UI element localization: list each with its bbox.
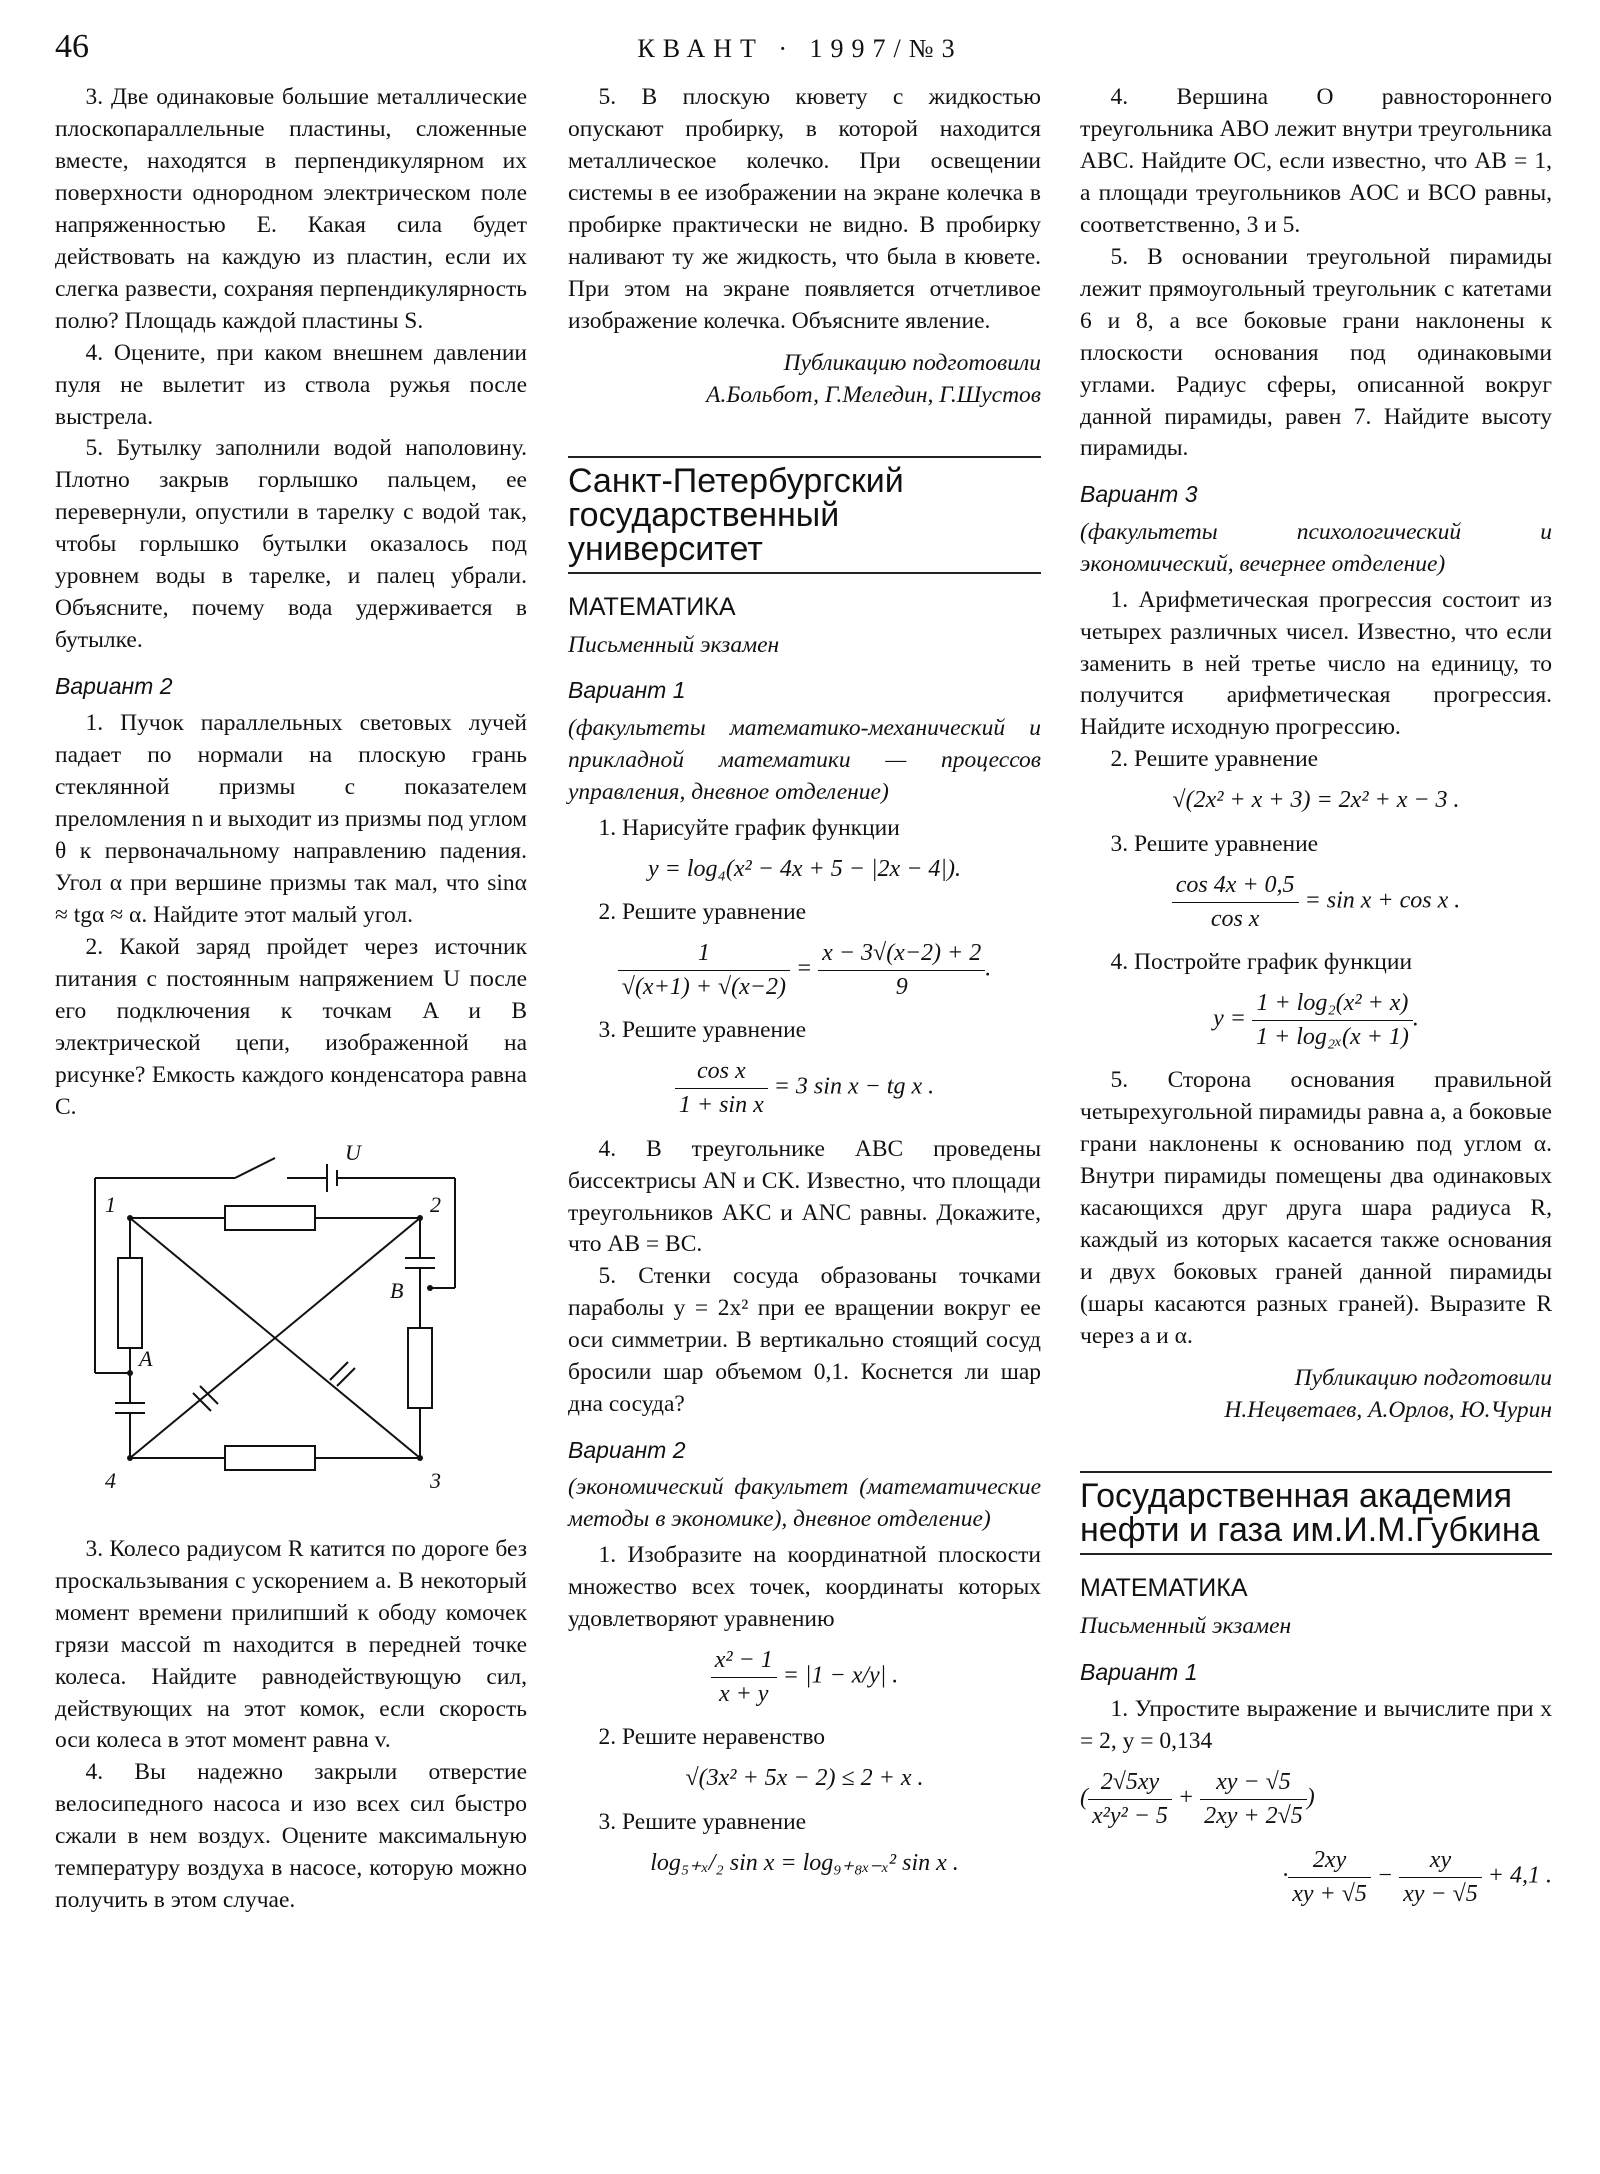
faculty-note: (экономический факультет (математические методы в экономике), дневное отделение) [568,1474,1041,1533]
node [417,1455,423,1461]
credits-authors: А.Больбот, Г.Меледин, Г.Шустов [706,381,1041,408]
problem-v3-3: 3. Решите уравнение [1110,830,1319,857]
variant-heading: Вариант 3 [1080,481,1198,508]
node [127,1370,133,1376]
column-2 [568,82,1041,1892]
problem-v1-3: 3. Решите уравнение [598,1017,807,1044]
fraction-denominator: √(x+1) + √(x−2) [621,973,786,1000]
variant-heading: Вариант 1 [568,677,686,704]
node [427,1285,433,1291]
faculty-note: (факультеты математико-механический и прикладной математики — процессов управления, дневное отделение) [568,714,1041,805]
label-2: 2 [430,1191,441,1217]
fraction-denominator: 9 [895,973,908,1000]
fraction-denominator: 1 + log₂ₓ(x + 1) [1256,1023,1409,1050]
problem-1-3: 3. Две одинаковые большие металлические плоскопараллельные пластины, сложенные вместе, находятся в перпендикулярном их поверхности однородном электрическом поле напряженностью E. Какая сила будет действовать на каждую из пластин, если их слегка развести, сохраняя перпендикулярность полю? Площадь каждой пластины S. [55,84,527,334]
subject-heading: МАТЕМАТИКА [568,592,736,621]
resistor [118,1258,142,1348]
credits-intro: Публикацию подготовили [1294,1364,1552,1391]
problem-v3-2: 2. Решите уравнение [1110,746,1319,773]
problem-4: 4. Вершина O равностороннего треугольника ABO лежит внутри треугольника ABC. Найдите OC, если известно, что AB = 1, а площади треугольников AOC и BCO равны, соответственно, 3 и 5. [1080,84,1552,238]
formula-rhs: = 3 sin x − tg x . [773,1073,935,1100]
variant-heading: Вариант 2 [568,1437,686,1464]
credits-authors: Н.Нецветаев, А.Орлов, Ю.Чурин [1224,1396,1552,1423]
page-number: 46 [55,28,89,65]
label-U: U [345,1139,361,1165]
problem-2-2: 2. Какой заряд пройдет через источник питания с постоянным напряжением U после его подключения к точкам A и B электрической цепи, изображенной на рисунке? Емкость каждого конденсатора равна C. [55,934,527,1120]
problem-v1-1: 1. Нарисуйте график функции [598,814,900,841]
problem-2-1: 1. Пучок параллельных световых лучей падает по нормали на плоскую грань стеклянной призмы с показателем преломления n и выходит из призмы под углом θ к первоначальному направлению падения. Угол α при вершине призмы так мал, что sinα ≈ tgα ≈ α. Найдите этот малый угол. [55,710,527,929]
formula-v2-2: √(3x² + 5x − 2) ≤ 2 + x . [685,1765,924,1792]
formula-rhs: = |1 − x/y| . [782,1662,899,1689]
problem-v3-1: 1. Арифметическая прогрессия состоит из четырех различных чисел. Известно, что если заменить в ней третье число на единицу, то получится арифметическая прогрессия. Найдите исходную прогрессию. [1080,586,1552,741]
formula-v3-3 [1080,869,1552,935]
node [127,1215,133,1221]
running-head: КВАНТ · 1997/№3 [637,34,963,63]
node [127,1455,133,1461]
problem-v1-2: 2. Решите уравнение [598,899,807,926]
fraction-numerator: cos 4x + 0,5 [1172,869,1299,903]
fraction-denominator: xy − √5 [1403,1880,1478,1907]
resistor [225,1206,315,1230]
column-1 [55,82,527,1917]
fraction-denominator: 2xy + 2√5 [1204,1802,1303,1829]
fraction-numerator: xy [1399,1844,1482,1878]
formula-v1-3 [568,1055,1041,1121]
label-3: 3 [430,1467,441,1493]
fraction-numerator: 1 + log₂(x² + x) [1252,987,1413,1021]
subject-heading: МАТЕМАТИКА [1080,1573,1248,1602]
formula-lhs: y = [1213,1005,1246,1032]
exam-type: Письменный экзамен [1080,1612,1292,1639]
fraction-numerator: cos x [675,1055,768,1089]
problem-v2-2: 2. Решите неравенство [598,1724,826,1751]
section-heading: Государственная академия нефти и газа им.И.М.Губкина [1080,1471,1552,1555]
formula-v1-1: y = log₄(x² − 4x + 5 − |2x − 4|). [648,855,961,882]
problem-5: 5. В плоскую кювету с жидкостью опускают пробирку, в которой находится металлическое колечко. При освещении системы в ее изображении на экране колечка в пробирке практически не видно. В пробирку наливают ту же жидкость, что была в кювете. При этом на экране появляется отчетливое изображение колечка. Объясните явление. [568,84,1041,334]
label-A: A [139,1345,153,1371]
formula-v2-1 [568,1644,1041,1710]
formula-tail: + 4,1 . [1487,1862,1552,1889]
problem-g1-1: 1. Упростите выражение и вычислите при x = 2, y = 0,134 [1080,1696,1552,1755]
column-3 [1080,82,1552,1922]
exam-type: Письменный экзамен [568,631,780,658]
fraction-denominator: x + y [718,1680,769,1707]
problem-1-5: 5. Бутылку заполнили водой наполовину. Плотно закрыв горлышко пальцем, ее перевернули, опустили в тарелку с водой так, чтобы горлышко бутылки оказалось под уровнем воды в тарелке, и палец убрали. Объясните, почему вода удерживается в бутылке. [55,435,527,654]
variant-heading: Вариант 1 [1080,1658,1198,1685]
formula-g1-1: ( $\frac{2√5xy}{\text{x²y² − 5}}$ + $\frac{xy - √5}{2xy + 2√5}$ ) [1080,1766,1552,1832]
formula-rhs: = sin x + cos x . [1304,887,1461,914]
problem-2-4: 4. Вы надежно закрыли отверстие велосипедного насоса и изо всех сил быстро сжали в нем воздух. Оцените максимальную температуру воздуха в насосе, которую можно получить в этом случае. [55,1759,527,1914]
fraction-numerator: 2√5xy [1088,1766,1172,1800]
fraction-numerator: x² − 1 [711,1644,777,1678]
formula-v3-2: √(2x² + x + 3) = 2x² + x − 3 . [1172,787,1460,814]
section-heading: Санкт-Петербургский государственный университет [568,456,1041,574]
fraction-denominator: xy + √5 [1292,1880,1367,1907]
fraction-numerator: 2xy [1288,1844,1371,1878]
fraction-numerator: xy − √5 [1200,1766,1307,1800]
resistor [408,1328,432,1408]
label-4: 4 [105,1467,116,1493]
formula-v3-4: y = $\frac{\text{1 + log₂(x² + x)}}{\text{1 + log₂ₓ(x + 1)}}$ . [1080,987,1552,1053]
fraction-numerator: 1 [618,937,790,971]
faculty-note: (факультеты психологический и экономический, вечернее отделение) [1080,518,1552,577]
problem-v2-3: 3. Решите уравнение [598,1809,807,1836]
label-1: 1 [105,1191,116,1217]
formula-v2-3: log₅₊ₓ/₂ sin x = log₉₊₈ₓ₋ₓ² sin x . [650,1849,959,1876]
formula-g1-2: · $\frac{2xy}{xy + √5}$ − $\frac{xy}{xy - √5}$ + 4,1 . [1080,1844,1552,1910]
node [417,1215,423,1221]
problem-v2-1: 1. Изобразите на координатной плоскости множество всех точек, координаты которых удовлетворяют уравнению [568,1542,1041,1633]
problem-2-3: 3. Колесо радиусом R катится по дороге без проскальзывания с ускорением a. В некоторый момент времени прилипший к ободу комочек грязи массой m находится в передней точке колеса. Найдите равнодействующую сил, действующих на этот комок, если скорость оси колеса в этот момент равна v. [55,1535,527,1754]
credits-intro: Публикацию подготовили [783,349,1041,376]
fraction-numerator: x − 3√(x−2) + 2 [818,937,985,971]
problem-v3-4: 4. Постройте график функции [1110,949,1413,976]
resistor [225,1446,315,1470]
fraction-denominator: x²y² − 5 [1092,1802,1168,1829]
problem-v1-4: 4. В треугольнике ABC проведены биссектрисы AN и CK. Известно, что площади треугольников AKC и ANC равны. Докажите, что AB = BC. [568,1135,1041,1258]
switch [235,1158,275,1178]
fraction-denominator: cos x [1210,905,1260,932]
problem-5: 5. В основании треугольной пирамиды лежит прямоугольный треугольник с катетами 6 и 8, а все боковые грани наклонены к плоскости основания под одинаковыми углами. Радиус сферы, описанной вокруг данной пирамиды, равен 7. Найдите высоту пирамиды. [1080,243,1552,462]
formula-v1-2: $\frac{1}{√(x+1) + √(x-2)}$ = $\frac{x - 3√(x-2) + 2}{9}$ . [568,937,1041,1003]
variant-heading: Вариант 2 [55,673,173,700]
problem-v1-5: 5. Стенки сосуда образованы точками параболы y = 2x² при ее вращении вокруг ее оси симметрии. В вертикально стоящий сосуд бросили шар объемом 0,1. Коснется ли шар дна сосуда? [568,1263,1041,1418]
problem-1-4: 4. Оцените, при каком внешнем давлении пуля не вылетит из ствола ружья после выстрела. [55,339,527,430]
problem-v3-5: 5. Сторона основания правильной четырехугольной пирамиды равна a, а боковые грани наклонены к основанию под углом α. Внутри пирамиды помещены два одинаковых касающихся друг друга шара радиуса R, каждый из которых касается также основания и двух боковых граней данной пирамиды (шары касаются разных граней). Выразите R через a и α. [1080,1067,1552,1349]
circuit-diagram [75,1138,495,1508]
fraction-denominator: 1 + sin x [678,1091,764,1118]
label-B: B [390,1277,404,1303]
